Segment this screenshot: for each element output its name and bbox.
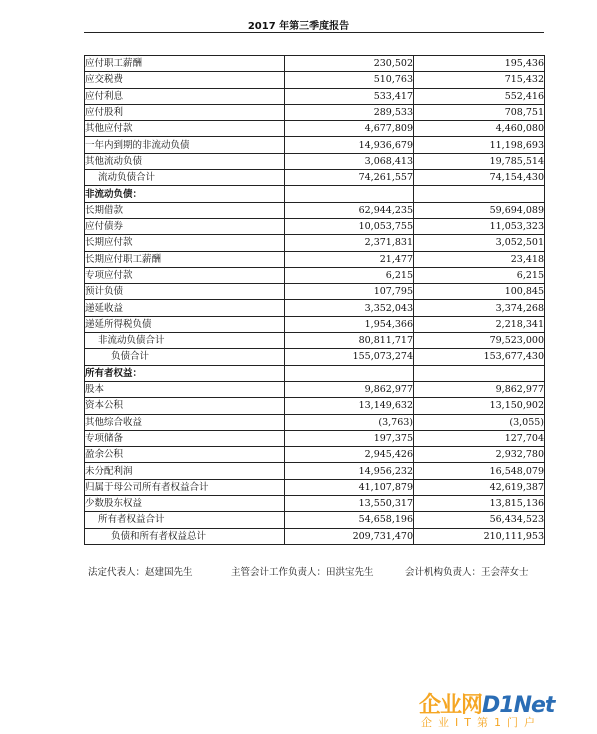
- signature-footer: [88, 564, 558, 580]
- table-row: [85, 284, 545, 300]
- table-row: [85, 430, 545, 446]
- row-label: 一年内到期的非流动负债: [85, 137, 285, 153]
- table-row: [85, 170, 545, 186]
- prior-period-value: 56,434,523: [414, 512, 545, 528]
- prior-period-value: 552,416: [414, 88, 545, 104]
- current-period-value: [285, 186, 414, 202]
- table-row: [85, 381, 545, 397]
- prior-period-value: 42,619,387: [414, 479, 545, 495]
- prior-period-value: 195,436: [414, 56, 545, 72]
- row-label: 应付股利: [85, 104, 285, 120]
- current-period-value: [285, 365, 414, 381]
- table-row: [85, 349, 545, 365]
- current-period-value: 107,795: [285, 284, 414, 300]
- row-label: 应付利息: [85, 88, 285, 104]
- current-period-value: 13,550,317: [285, 496, 414, 512]
- current-period-value: 4,677,809: [285, 121, 414, 137]
- table-row: [85, 447, 545, 463]
- current-period-value: 209,731,470: [285, 528, 414, 544]
- current-period-value: 62,944,235: [285, 202, 414, 218]
- prior-period-value: 13,150,902: [414, 398, 545, 414]
- row-label: 其他综合收益: [85, 414, 285, 430]
- row-label: 所有者权益：: [85, 365, 285, 381]
- row-label: 预计负债: [85, 284, 285, 300]
- watermark-tagline: 企业IT第1门户: [421, 716, 541, 729]
- table-row: [85, 512, 545, 528]
- row-label: 所有者权益合计: [85, 512, 285, 528]
- row-label: 流动负债合计: [85, 170, 285, 186]
- table-row: [85, 218, 545, 234]
- accounting-head: 主管会计工作负责人：田洪宝先生: [231, 567, 374, 578]
- prior-period-value: 16,548,079: [414, 463, 545, 479]
- row-label: 资本公积: [85, 398, 285, 414]
- table-row: [85, 153, 545, 169]
- current-period-value: 533,417: [285, 88, 414, 104]
- prior-period-value: 13,815,136: [414, 496, 545, 512]
- current-period-value: 1,954,366: [285, 316, 414, 332]
- watermark-brand-en: D1Net: [482, 693, 555, 718]
- current-period-value: 80,811,717: [285, 333, 414, 349]
- balance-sheet-table: [84, 55, 545, 545]
- row-label: 非流动负债：: [85, 186, 285, 202]
- prior-period-value: 19,785,514: [414, 153, 545, 169]
- current-period-value: 3,068,413: [285, 153, 414, 169]
- prior-period-value: 4,460,080: [414, 121, 545, 137]
- table-row: [85, 463, 545, 479]
- prior-period-value: 23,418: [414, 251, 545, 267]
- prior-period-value: 79,523,000: [414, 333, 545, 349]
- prior-period-value: [414, 365, 545, 381]
- table-row: [85, 72, 545, 88]
- prior-period-value: 59,694,089: [414, 202, 545, 218]
- row-label: 应交税费: [85, 72, 285, 88]
- row-label: 股本: [85, 381, 285, 397]
- row-label: 其他应付款: [85, 121, 285, 137]
- current-period-value: 289,533: [285, 104, 414, 120]
- report-header: 2017 年第三季度报告: [247, 21, 350, 32]
- prior-period-value: (3,055): [414, 414, 545, 430]
- table-row: [85, 121, 545, 137]
- table-row: [85, 496, 545, 512]
- row-label: 递延收益: [85, 300, 285, 316]
- row-label: 未分配利润: [85, 463, 285, 479]
- row-label: 长期借款: [85, 202, 285, 218]
- current-period-value: 6,215: [285, 267, 414, 283]
- current-period-value: 41,107,879: [285, 479, 414, 495]
- row-label: 应付债券: [85, 218, 285, 234]
- current-period-value: 2,371,831: [285, 235, 414, 251]
- row-label: 专项储备: [85, 430, 285, 446]
- row-label: 其他流动负债: [85, 153, 285, 169]
- table-row: [85, 267, 545, 283]
- section-header-row: [85, 186, 545, 202]
- current-period-value: 54,658,196: [285, 512, 414, 528]
- row-label: 归属于母公司所有者权益合计: [85, 479, 285, 495]
- table-row: [85, 235, 545, 251]
- accounting-dept-head: 会计机构负责人：王会萍女士: [405, 567, 529, 578]
- prior-period-value: 210,111,953: [414, 528, 545, 544]
- current-period-value: (3,763): [285, 414, 414, 430]
- current-period-value: 3,352,043: [285, 300, 414, 316]
- prior-period-value: 715,432: [414, 72, 545, 88]
- row-label: 负债和所有者权益总计: [85, 528, 285, 544]
- prior-period-value: 11,053,323: [414, 218, 545, 234]
- table-row: [85, 56, 545, 72]
- prior-period-value: 127,704: [414, 430, 545, 446]
- section-header-row: [85, 365, 545, 381]
- table-row: [85, 104, 545, 120]
- table-row: [85, 479, 545, 495]
- row-label: 非流动负债合计: [85, 333, 285, 349]
- prior-period-value: 2,218,341: [414, 316, 545, 332]
- header-rule: [84, 32, 544, 33]
- prior-period-value: 3,052,501: [414, 235, 545, 251]
- current-period-value: 510,763: [285, 72, 414, 88]
- table-row: [85, 251, 545, 267]
- prior-period-value: 11,198,693: [414, 137, 545, 153]
- row-label: 递延所得税负债: [85, 316, 285, 332]
- row-label: 应付职工薪酬: [85, 56, 285, 72]
- table-row: [85, 202, 545, 218]
- current-period-value: 9,862,977: [285, 381, 414, 397]
- current-period-value: 155,073,274: [285, 349, 414, 365]
- row-label: 专项应付款: [85, 267, 285, 283]
- current-period-value: 14,936,679: [285, 137, 414, 153]
- row-label: 长期应付款: [85, 235, 285, 251]
- table-row: [85, 137, 545, 153]
- table-row: [85, 333, 545, 349]
- prior-period-value: 2,932,780: [414, 447, 545, 463]
- table-row: [85, 316, 545, 332]
- prior-period-value: [414, 186, 545, 202]
- current-period-value: 13,149,632: [285, 398, 414, 414]
- current-period-value: 230,502: [285, 56, 414, 72]
- row-label: 少数股东权益: [85, 496, 285, 512]
- prior-period-value: 100,845: [414, 284, 545, 300]
- current-period-value: 2,945,426: [285, 447, 414, 463]
- watermark-logo: [419, 688, 589, 730]
- table-row: [85, 414, 545, 430]
- current-period-value: 197,375: [285, 430, 414, 446]
- current-period-value: 10,053,755: [285, 218, 414, 234]
- current-period-value: 21,477: [285, 251, 414, 267]
- prior-period-value: 3,374,268: [414, 300, 545, 316]
- watermark-brand-cn: 企业网: [419, 693, 483, 718]
- row-label: 负债合计: [85, 349, 285, 365]
- prior-period-value: 6,215: [414, 267, 545, 283]
- prior-period-value: 9,862,977: [414, 381, 545, 397]
- table-row: [85, 300, 545, 316]
- legal-representative: 法定代表人：赵建国先生: [88, 567, 193, 578]
- prior-period-value: 74,154,430: [414, 170, 545, 186]
- table-row: [85, 88, 545, 104]
- current-period-value: 14,956,232: [285, 463, 414, 479]
- row-label: 盈余公积: [85, 447, 285, 463]
- prior-period-value: 708,751: [414, 104, 545, 120]
- row-label: 长期应付职工薪酬: [85, 251, 285, 267]
- current-period-value: 74,261,557: [285, 170, 414, 186]
- prior-period-value: 153,677,430: [414, 349, 545, 365]
- table-row: [85, 528, 545, 544]
- table-row: [85, 398, 545, 414]
